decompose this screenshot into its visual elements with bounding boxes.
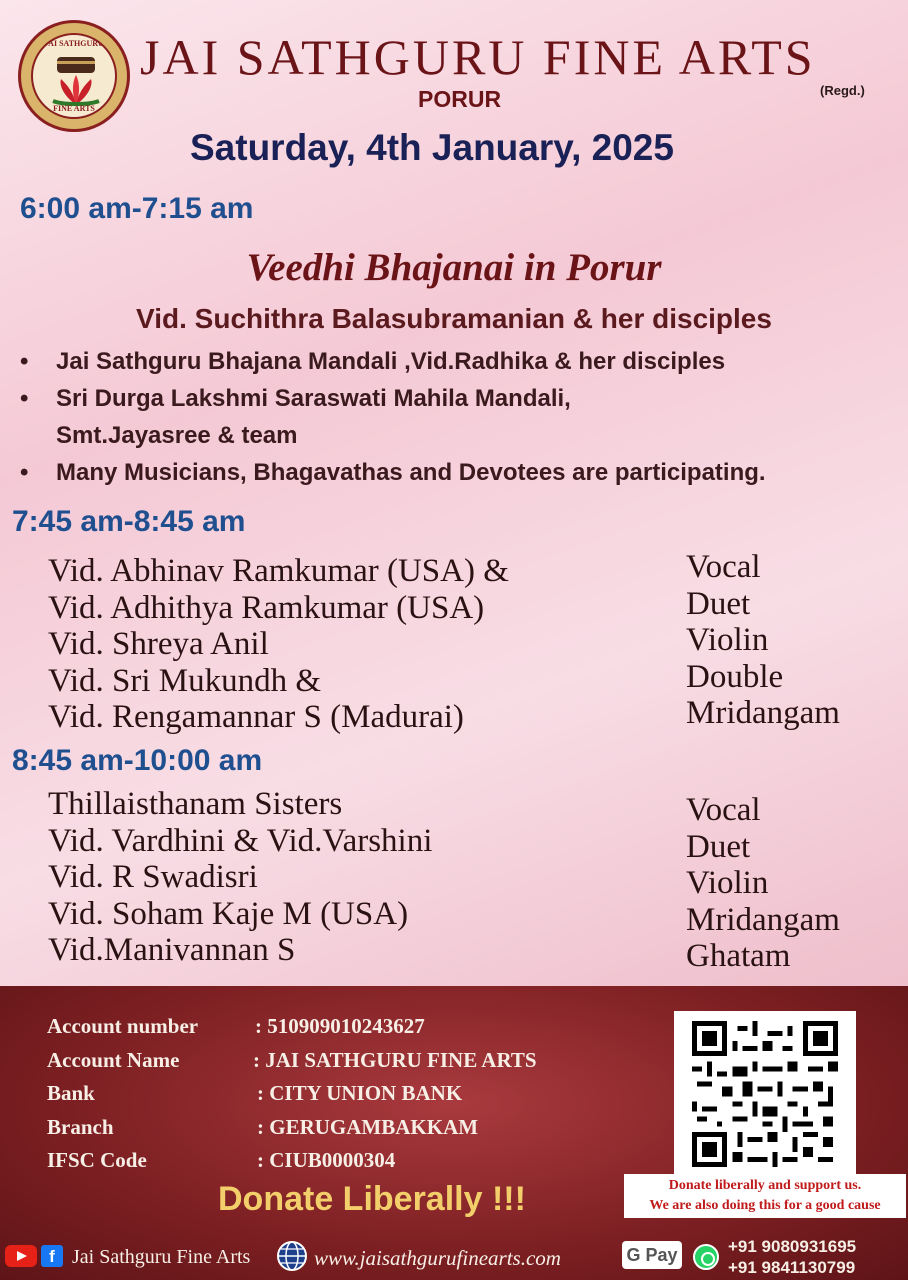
participant-line: • Sri Durga Lakshmi Saraswati Mahila Mandali, (56, 385, 571, 412)
payment-qr-code[interactable] (674, 1011, 856, 1177)
role-label: Mridangam (686, 901, 840, 938)
artist-name: Vid. R Swadisri (48, 859, 258, 895)
artist-name: Vid. Rengamannar S (Madurai) (48, 699, 464, 735)
event-date: Saturday, 4th January, 2025 (190, 127, 674, 168)
social-handle[interactable]: Jai Sathguru Fine Arts (72, 1246, 251, 1268)
role-label: Violin (686, 865, 769, 901)
logo-emblem (31, 33, 117, 119)
participant-item (20, 380, 905, 454)
artist-name: Vid.Manivannan S (48, 932, 296, 968)
session3-time: 8:45 am-10:00 am (12, 744, 263, 777)
qr-caption-line: Donate liberally and support us. (668, 1178, 862, 1193)
role-label: Violin (686, 622, 769, 658)
phone-number[interactable]: +91 9080931695 (728, 1237, 857, 1256)
role-label: Duet (686, 585, 751, 622)
session2-time: 7:45 am-8:45 am (12, 505, 246, 538)
artist-name: Vid. Abhinav Ramkumar (USA) & (48, 553, 509, 589)
role-label: Mridangam (686, 695, 840, 731)
bank-value: : GERUGAMBAKKAM (257, 1114, 479, 1139)
participant-item: • Jai Sathguru Bhajana Mandali ,Vid.Radhika & her disciples (20, 343, 905, 380)
globe-icon (276, 1240, 308, 1272)
organization-logo (18, 20, 130, 132)
session1-participants (20, 343, 905, 491)
role-label: Vocal (686, 792, 761, 828)
artist-name: Vid. Vardhini & Vid.Varshini (48, 822, 433, 859)
bank-label: Branch (47, 1114, 114, 1139)
session1-lead-artist: Vid. Suchithra Balasubramanian & her disciples (136, 303, 772, 334)
artist-name: Vid. Soham Kaje M (USA) (48, 895, 409, 932)
session1-event-title: Veedhi Bhajanai in Porur (246, 246, 662, 289)
youtube-icon[interactable] (5, 1245, 37, 1267)
role-label: Duet (686, 828, 751, 865)
role-label: Double (686, 658, 784, 695)
page-title: JAI SATHGURU FINE ARTS (140, 29, 816, 85)
session2-roles (686, 549, 840, 732)
session3-artists (48, 786, 432, 969)
logo-text-bottom: FINE ARTS (53, 104, 95, 113)
participant-item: • Many Musicians, Bhagavathas and Devotees are participating. (20, 454, 905, 491)
gpay-badge: G Pay (622, 1241, 682, 1269)
session3-roles (686, 792, 840, 975)
phone-number[interactable]: +91 9841130799 (728, 1258, 856, 1277)
bank-label: IFSC Code (47, 1148, 147, 1172)
qr-code-icon (692, 1021, 838, 1167)
qr-caption (624, 1174, 906, 1218)
role-label: Vocal (686, 549, 761, 585)
qr-caption-line: We are also doing this for a good cause (649, 1198, 881, 1213)
bank-value: : CIUB0000304 (257, 1148, 396, 1172)
role-label: Ghatam (686, 938, 791, 974)
registered-mark: (Regd.) (820, 83, 865, 98)
location-label: PORUR (418, 86, 502, 112)
bank-label: Bank (47, 1081, 95, 1105)
bank-label: Account Name (47, 1047, 180, 1072)
bank-value: : 510909010243627 (255, 1014, 425, 1038)
artist-name: Vid. Shreya Anil (48, 626, 269, 662)
website-link[interactable]: www.jaisathgurufinearts.com (314, 1246, 561, 1270)
bank-value: : JAI SATHGURU FINE ARTS (253, 1047, 537, 1072)
session1-time: 6:00 am-7:15 am (20, 192, 254, 225)
logo-text-top: JAI SATHGURU (44, 39, 104, 48)
artist-name: Thillaisthanam Sisters (48, 786, 343, 822)
bank-value: : CITY UNION BANK (257, 1081, 463, 1105)
donate-banner: Donate Liberally !!! (218, 1180, 526, 1218)
facebook-icon[interactable]: f (41, 1245, 63, 1267)
whatsapp-icon[interactable] (693, 1244, 719, 1270)
participant-line: Smt.Jayasree & team (56, 422, 298, 449)
artist-name: Vid. Adhithya Ramkumar (USA) (48, 589, 485, 626)
contact-phones (728, 1236, 856, 1278)
session2-artists (48, 553, 509, 736)
artist-name: Vid. Sri Mukundh & (48, 662, 322, 699)
bank-label: Account number (47, 1014, 199, 1038)
